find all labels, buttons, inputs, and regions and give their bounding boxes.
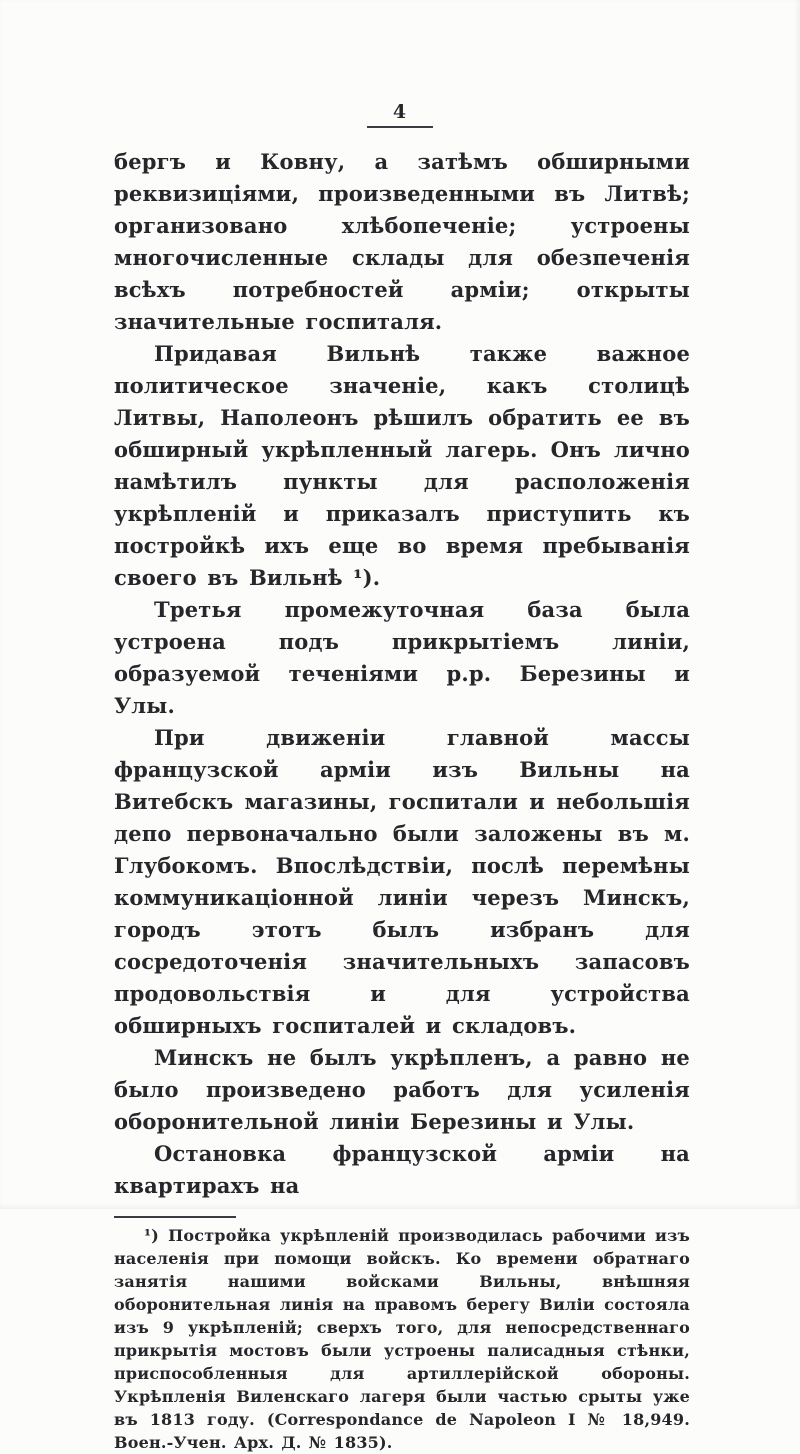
page-header [0,0,800,128]
paragraph-2: Придавая Вильнѣ также важное политическое значеніе, какъ столицѣ Литвы, Наполеонъ рѣшилъ обратить ее въ обширный укрѣпленный лагерь. Онъ лично намѣтилъ пункты для расположенія укрѣпленій и приказалъ приступить къ постройкѣ ихъ еще во время пребыванія своего въ Вильнѣ ¹). [114,340,690,590]
paragraph-5: Минскъ не былъ укрѣпленъ, а равно не было произведено работъ для усиленія оборонительной линіи Березины и Улы. [114,1044,690,1134]
page-number: 4 [367,102,433,128]
footnote-text: ¹) Постройка укрѣпленій производилась рабочими изъ населенія при помощи войскъ. Ко времени обратнаго занятія нашими войсками Вильны, внѣшняя оборонительная линія на правомъ берегу Виліи состояла изъ 9 укрѣпленій; сверхъ того, для непосредственнаго прикрытія мостовъ были устроены палисадныя стѣнки, приспособленныя для артиллерійской обороны. Укрѣпленія Виленскаго лагеря были частью срыты уже въ 1813 году. (Correspondance de Napoleon I № 18,949. Воен.-Учен. Арх. Д. № 1835). [114,1225,690,1452]
paragraph-6: Остановка французской арміи на квартирахъ на [114,1140,690,1198]
paragraph-4: При движеніи главной массы французской арміи изъ Вильны на Витебскъ магазины, госпитали и небольшія депо первоначально были заложены въ м. Глубокомъ. Впослѣдствіи, послѣ перемѣны коммуникаціонной линіи черезъ Минскъ, городъ этотъ былъ избранъ для сосредоточенія значительныхъ запасовъ продовольствія и для устройства обширныхъ госпиталей и складовъ. [114,724,690,1038]
main-text [114,146,690,1202]
footnote-separator [114,1216,236,1218]
footnote [114,1224,690,1454]
paragraph-3: Третья промежуточная база была устроена подъ прикрытіемъ линіи, образуемой теченіями р.р. Березины и Улы. [114,596,690,718]
paragraph-1: бергъ и Ковну, а затѣмъ обширными реквизиціями, произведенными въ Литвѣ; организовано хлѣбопеченіе; устроены многочисленные склады для обезпеченія всѣхъ потребностей арміи; открыты значительные госпиталя. [114,148,690,334]
